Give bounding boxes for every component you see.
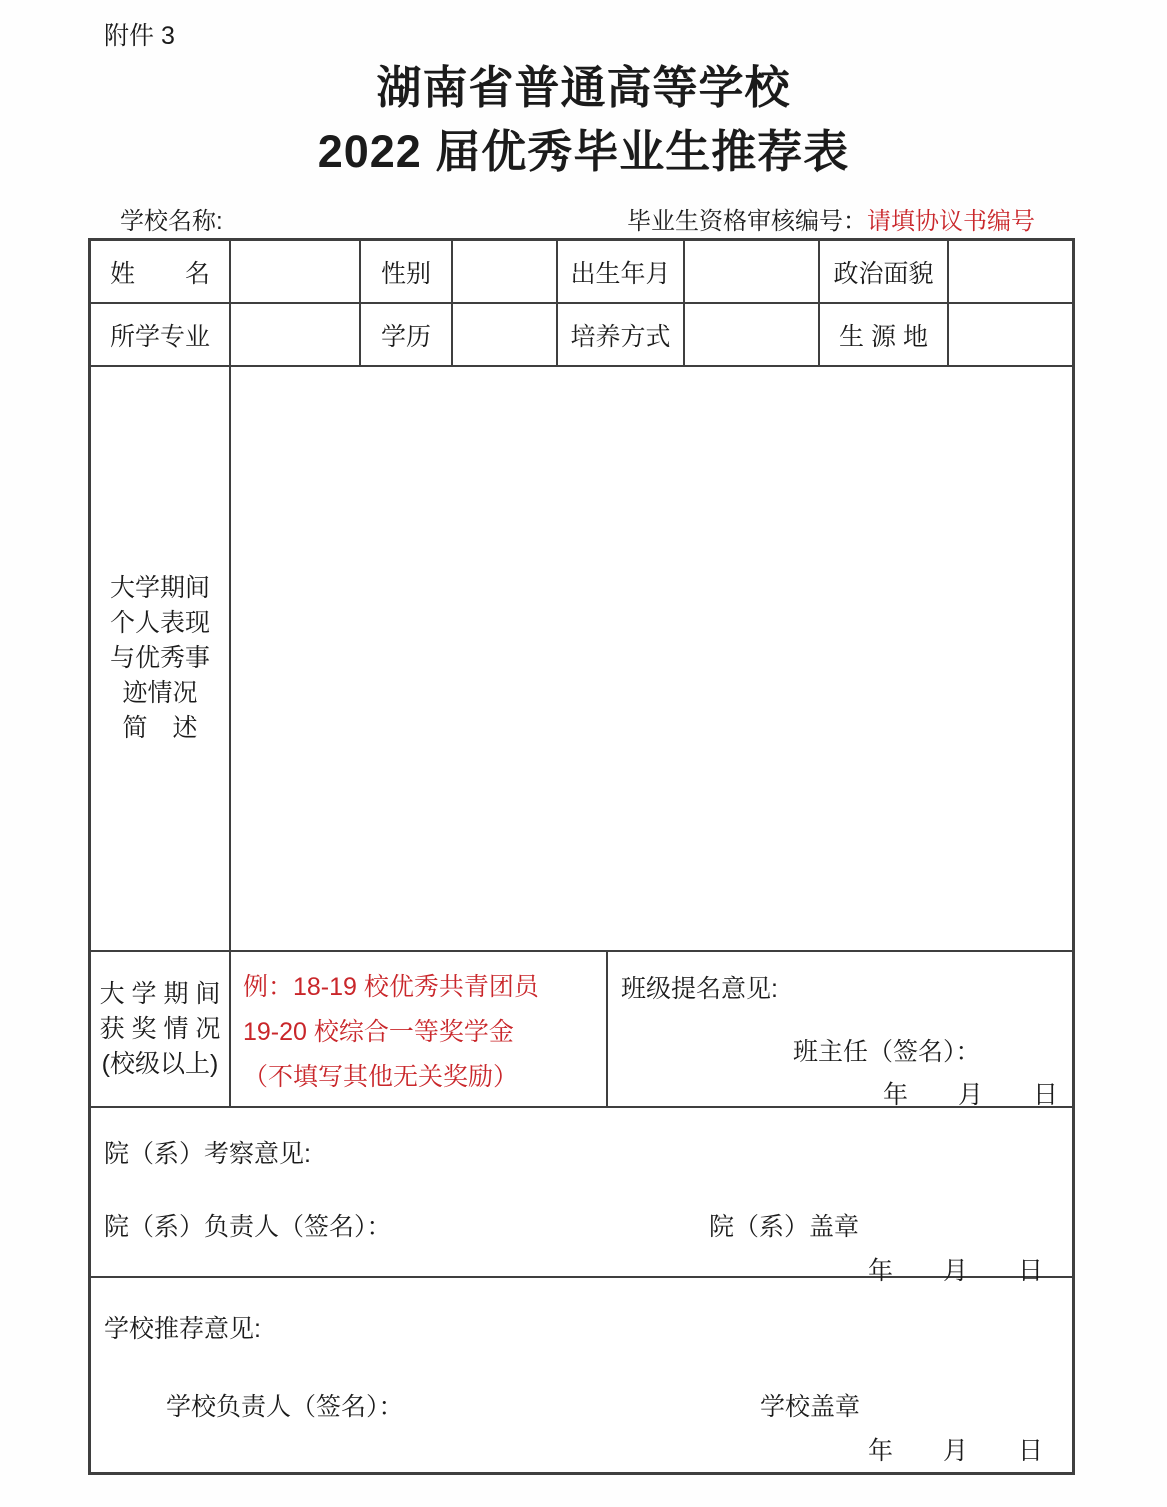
department-head-signature-label: 院（系）负责人（签名）： [104,1213,392,1241]
basic-info-row-1 [91,241,1072,304]
school-recommendation-row [91,1278,1072,1468]
origin-field[interactable] [949,304,1072,367]
awards-example-line-1: 例：18-19 校优秀共青团员 [243,972,539,1001]
gender-label: 性别 [361,241,453,304]
performance-label-line: 大学期间 [109,574,210,602]
awards-example-field[interactable] [231,952,608,1108]
birth-date-field[interactable] [685,241,820,304]
origin-label: 生 源 地 [820,304,949,367]
department-review-row [91,1108,1072,1285]
name-label: 姓 名 [91,241,231,304]
department-sign-seal-line [104,1207,1072,1243]
performance-label-line: 简 述 [122,714,198,742]
performance-row [91,367,1072,952]
school-recommendation-cell[interactable] [91,1278,1072,1468]
training-mode-field[interactable] [685,304,820,367]
title-line-1: 湖南省普通高等学校 [376,62,791,113]
class-nomination-label: 班级提名意见: [621,975,778,1003]
degree-field[interactable] [453,304,558,367]
class-teacher-signature-label: 班主任（签名）： [793,1038,981,1066]
awards-label-line: 获 奖 情 况 [99,1014,221,1043]
title-line-2: 2022 届优秀毕业生推荐表 [317,126,850,177]
training-mode-label: 培养方式 [558,304,685,367]
audit-number-label: 毕业生资格审核编号： [627,208,867,235]
major-field[interactable] [231,304,361,367]
school-seal-label: 学校盖章 [759,1393,860,1421]
document-title [0,56,1167,184]
awards-label-line: (校级以上) [101,1049,219,1078]
birth-date-label: 出生年月 [558,241,685,304]
performance-label-line: 与优秀事 [109,644,210,672]
header-meta-row [120,201,1035,236]
department-seal-label: 院（系）盖章 [708,1213,859,1241]
school-head-signature-label: 学校负责人（签名）： [166,1393,404,1421]
basic-info-row-2 [91,304,1072,367]
performance-label [91,367,231,952]
performance-label-line: 迹情况 [122,679,198,707]
awards-label-line: 大 学 期 间 [99,979,221,1008]
audit-number-hint: 请填协议书编号 [867,208,1035,235]
school-recommendation-date-label: 年 月 日 [867,1437,1043,1465]
recommendation-form-table [88,238,1075,1475]
school-name-label: 学校名称: [120,208,223,235]
school-recommendation-label: 学校推荐意见: [104,1315,261,1343]
awards-label [91,952,231,1108]
awards-row [91,952,1072,1108]
department-review-label: 院（系）考察意见: [104,1140,311,1168]
department-review-cell[interactable] [91,1108,1072,1285]
school-sign-seal-line [104,1387,1072,1423]
gender-field[interactable] [453,241,558,304]
name-field[interactable] [231,241,361,304]
major-label: 所学专业 [91,304,231,367]
attachment-label: 附件 3 [104,22,175,50]
political-status-label: 政治面貌 [820,241,949,304]
class-nomination-date-label: 年 月 日 [883,1081,1059,1109]
awards-example-line-2: 19-20 校综合一等奖学金 [243,1017,514,1046]
class-nomination-cell[interactable] [608,952,1072,1108]
audit-number-group [627,201,1035,236]
department-review-date-label: 年 月 日 [867,1257,1043,1285]
performance-content-field[interactable] [231,367,1072,952]
awards-example-line-3: （不填写其他无关奖励） [243,1062,519,1091]
performance-label-line: 个人表现 [109,609,210,637]
degree-label: 学历 [361,304,453,367]
political-status-field[interactable] [949,241,1072,304]
